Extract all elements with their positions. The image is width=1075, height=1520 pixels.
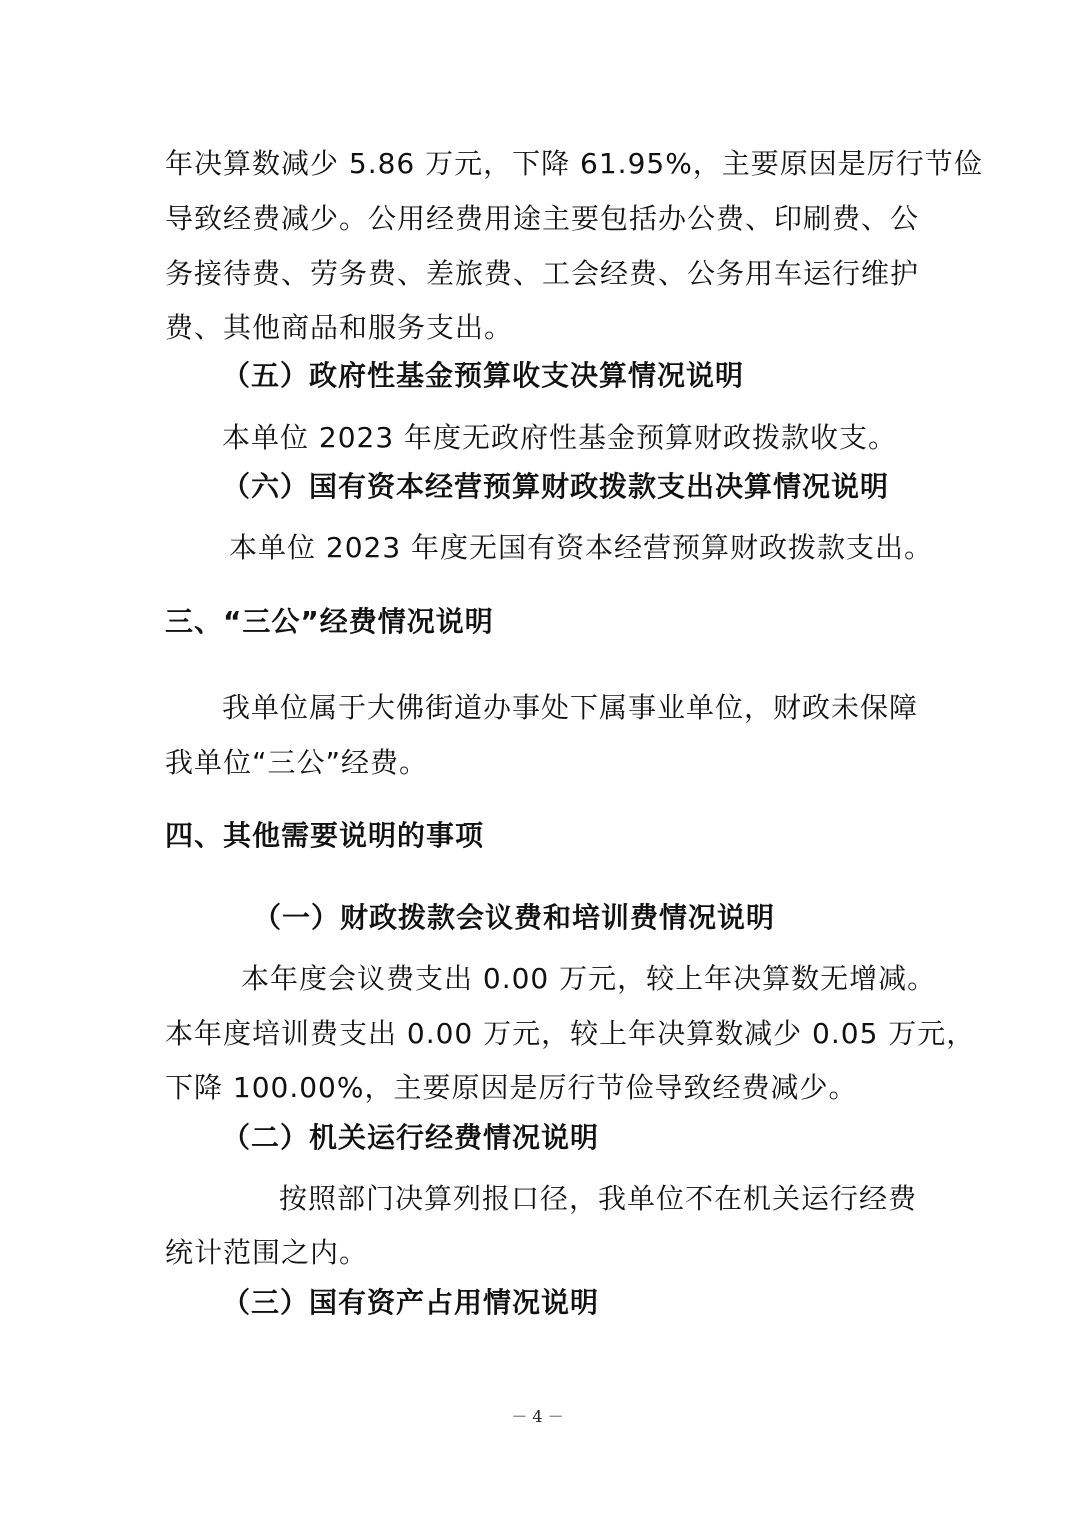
- subsection-heading-one: （一）财政拨款会议费和培训费情况说明: [253, 901, 776, 934]
- paragraph-line: 下降 100.00%，主要原因是厉行节俭导致经费减少。: [165, 1071, 858, 1104]
- paragraph-line: 本年度会议费支出 0.00 万元，较上年决算数无增减。: [241, 962, 937, 995]
- section-heading-three: 三、“三公”经费情况说明: [165, 605, 494, 638]
- subsection-heading-three: （三）国有资产占用情况说明: [222, 1286, 600, 1319]
- subsection-heading-six: （六）国有资本经营预算财政拨款支出决算情况说明: [222, 470, 890, 503]
- paragraph-line: 我单位“三公”经费。: [165, 746, 429, 779]
- paragraph-line: 本单位 2023 年度无政府性基金预算财政拨款收支。: [222, 421, 898, 454]
- paragraph-line: 年决算数减少 5.86 万元，下降 61.95%，主要原因是厉行节俭: [165, 147, 983, 180]
- section-heading-four: 四、其他需要说明的事项: [165, 819, 485, 852]
- subsection-heading-five: （五）政府性基金预算收支决算情况说明: [222, 359, 745, 392]
- paragraph-line: 务接待费、劳务费、差旅费、工会经费、公务用车运行维护: [165, 257, 920, 290]
- paragraph-line: 本单位 2023 年度无国有资本经营预算财政拨款支出。: [229, 531, 934, 564]
- paragraph-line: 费、其他商品和服务支出。: [165, 311, 514, 344]
- paragraph-line: 导致经费减少。公用经费用途主要包括办公费、印刷费、公: [165, 202, 920, 235]
- paragraph-line: 统计范围之内。: [165, 1236, 369, 1269]
- paragraph-line: 按照部门决算列报口径，我单位不在机关运行经费: [279, 1182, 918, 1215]
- subsection-heading-two: （二）机关运行经费情况说明: [222, 1121, 600, 1154]
- paragraph-line: 我单位属于大佛街道办事处下属事业单位，财政未保障: [222, 691, 919, 724]
- page-number: － 4 －: [511, 1407, 564, 1426]
- paragraph-line: 本年度培训费支出 0.00 万元，较上年决算数减少 0.05 万元，: [165, 1017, 976, 1050]
